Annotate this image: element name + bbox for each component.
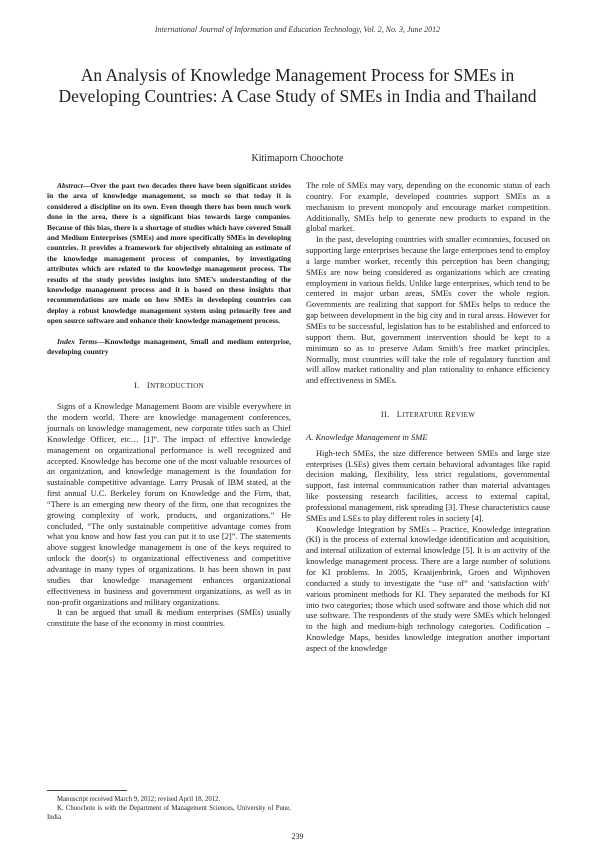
intro-paragraph-2: It can be argued that small & medium enterprises (SMEs) usually constitute the base of the economy in most countries. <box>47 608 291 629</box>
index-terms: Index Terms—Knowledge management, Small and medium enterprise, developing country <box>47 336 291 357</box>
footnote-manuscript: Manuscript received March 9, 2012; revised April 18, 2012. <box>57 796 221 803</box>
index-terms-text: Knowledge management, Small and medium enterprise, developing country <box>47 336 291 357</box>
abstract-text: Over the past two decades there have been significant strides in the area of knowledge management, so much so that today it is considered a discipline on its own. Even though there has been much work done in the area, there is a significant bias towards large companies. Because of this bias, there is a shortage of studies which have covered Small and Medium Enterprises (SMEs) and more specifically SMEs in developing countries. It provides a framework for objectively obtaining an estimate of the knowledge management process of companies, by investigating attributes which are related to the knowledge management process. The results of the study provides insights into SME’s understanding of the knowledge management process and it is based on these insights that recommendations are made on how SMEs in developing countries can deploy a robust knowledge management system using primarily free and open source software and enhance their knowledge management process. <box>47 181 291 326</box>
literature-paragraph-2: Knowledge Integration by SMEs – Practice, Knowledge integration (KI) is the process of external knowledge identification and acquisition, and internal utilization of external knowledge [5]. It is an activity of the knowledge management process. There are a large number of solutions for KI problems. In 2005, Kraaijenbrink, Groen and Wijnhoven conducted a study to investigate the “use of” and ‘satisfaction with’ various prominent methods for KI. They separated the methods for KI into two categories; those which used software and those which did not use software. The respondents of the study were SMEs which belonged to the high and medium-high technology categories. Codification – Knowledge Maps, besides knowledge integration another important aspect of the knowledge <box>306 524 550 653</box>
abstract: Abstract—Over the past two decades there have been significant strides in the area of knowledge management, so much so that today it is considered a discipline on its own. Even though there has been much work done in the area, there is a significant bias towards large companies. Because of this bias, there is a shortage of studies which have covered Small and Medium Enterprises (SMEs) and more specifically SMEs in developing countries. It provides a framework for objectively obtaining an estimate of the knowledge management process of companies, by investigating attributes which are related to the knowledge management process. The results of the study provides insights into SME’s understanding of the knowledge management process and it is based on these insights that recommendations are made on how SMEs in developing countries can deploy a robust knowledge management system using primarily free and open source software and enhance their knowledge management process. <box>47 181 291 326</box>
right-paragraph-2: In the past, developing countries with smaller economies, focused on supporting large enterprises because the large enterprises tend to employ a large number worker, recently this perception has been changing; SMEs are now being considered as organizations which are creating employment in various fields. Unlike large enterprises, which tend to be centered in major urban areas, SMEs cover the whole region. Governments are realizing that support for SMEs helps to reduce the gap between development in the big city and in rural areas. However for SMEs to be successful, legislation has to be established and enforced to support them. But, government intervention should be kept to a minimum so as to preserve Adam Smith’s free market principles. Normally, most countries will take the role of regulatory function and will allow market rationality and plan rationality to enhance efficiency and effectiveness in SMEs. <box>306 235 550 386</box>
author-name: Kitimaporn Choochote <box>251 153 344 164</box>
section-heading-literature-review: II. LITERATURE REVIEW <box>380 409 476 420</box>
index-terms-label: Index Terms <box>57 336 98 346</box>
right-column <box>306 181 550 655</box>
footnotes <box>47 795 291 822</box>
journal-header: International Journal of Information and Education Technology, Vol. 2, No. 3, June 2012 <box>154 25 441 34</box>
page-number: 239 <box>291 832 304 841</box>
right-paragraph-1: The role of SMEs may vary, depending on the economic status of each country. For example, developed countries support SMEs as a mechanism to prevent monopoly and encourage market competition. Additionally, SMEs help to generate new products to expand in the global market. <box>306 181 550 234</box>
paper-title: An Analysis of Knowledge Management Process for SMEs in Developing Countries: A Case Study of SMEs in India and Thailand <box>58 65 537 106</box>
subsection-heading: A. Knowledge Management in SME <box>306 431 428 442</box>
footnote-affiliation: K. Choochote is with the Department of Management Sciences, University of Pune, India <box>47 805 291 821</box>
abstract-label: Abstract <box>57 181 83 190</box>
footnote-divider <box>47 790 127 791</box>
intro-paragraph-1: Signs of a Knowledge Management Boom are visible everywhere in the modern world. There are knowledge management conferences, journals on knowledge management, new corporate titles such as Chief Knowledge Officer, etc… [1]”. The impact of effective knowledge management on organizational performance is well recognized and accepted. Knowledge has become one of the most valuable resources of an organization, and knowledge management is the foundation for sustainable competitive advantage. Larry Prusak of IBM stated, at the first annual U.C. Berkeley forum on Knowledge and the Firm, that, “There is an emerging new theory of the firm, one that recognizes the growing complexity of work, products, and organizations.” He concluded, “The only sustainable competitive advantage comes from what you know and how fast you can put it to use [2]”. The statements above suggest knowledge management is one of the keys required to unlock the door(s) to organizational effectiveness and competitive advantage in many types of organizations. It has been shown in past studies that knowledge management enhances organizational effectiveness in business and government organizations, as well as in non-profit organizations and military organizations. <box>47 402 291 607</box>
literature-paragraph-1: High-tech SMEs, the size difference between SMEs and large size enterprises (LSEs) gives them certain behavioral advantages like rapid decision making, flexibility, less strict regulations, governmental support, fast internal communication rather than material advantages like possessing research facilities, access to external capital, professional management, risk spreading [3]. These characteristics cause SMEs and LSEs to play different roles in society [4]. <box>306 448 550 523</box>
section-heading-introduction: I. INTRODUCTION <box>134 379 204 390</box>
left-column <box>47 181 291 630</box>
